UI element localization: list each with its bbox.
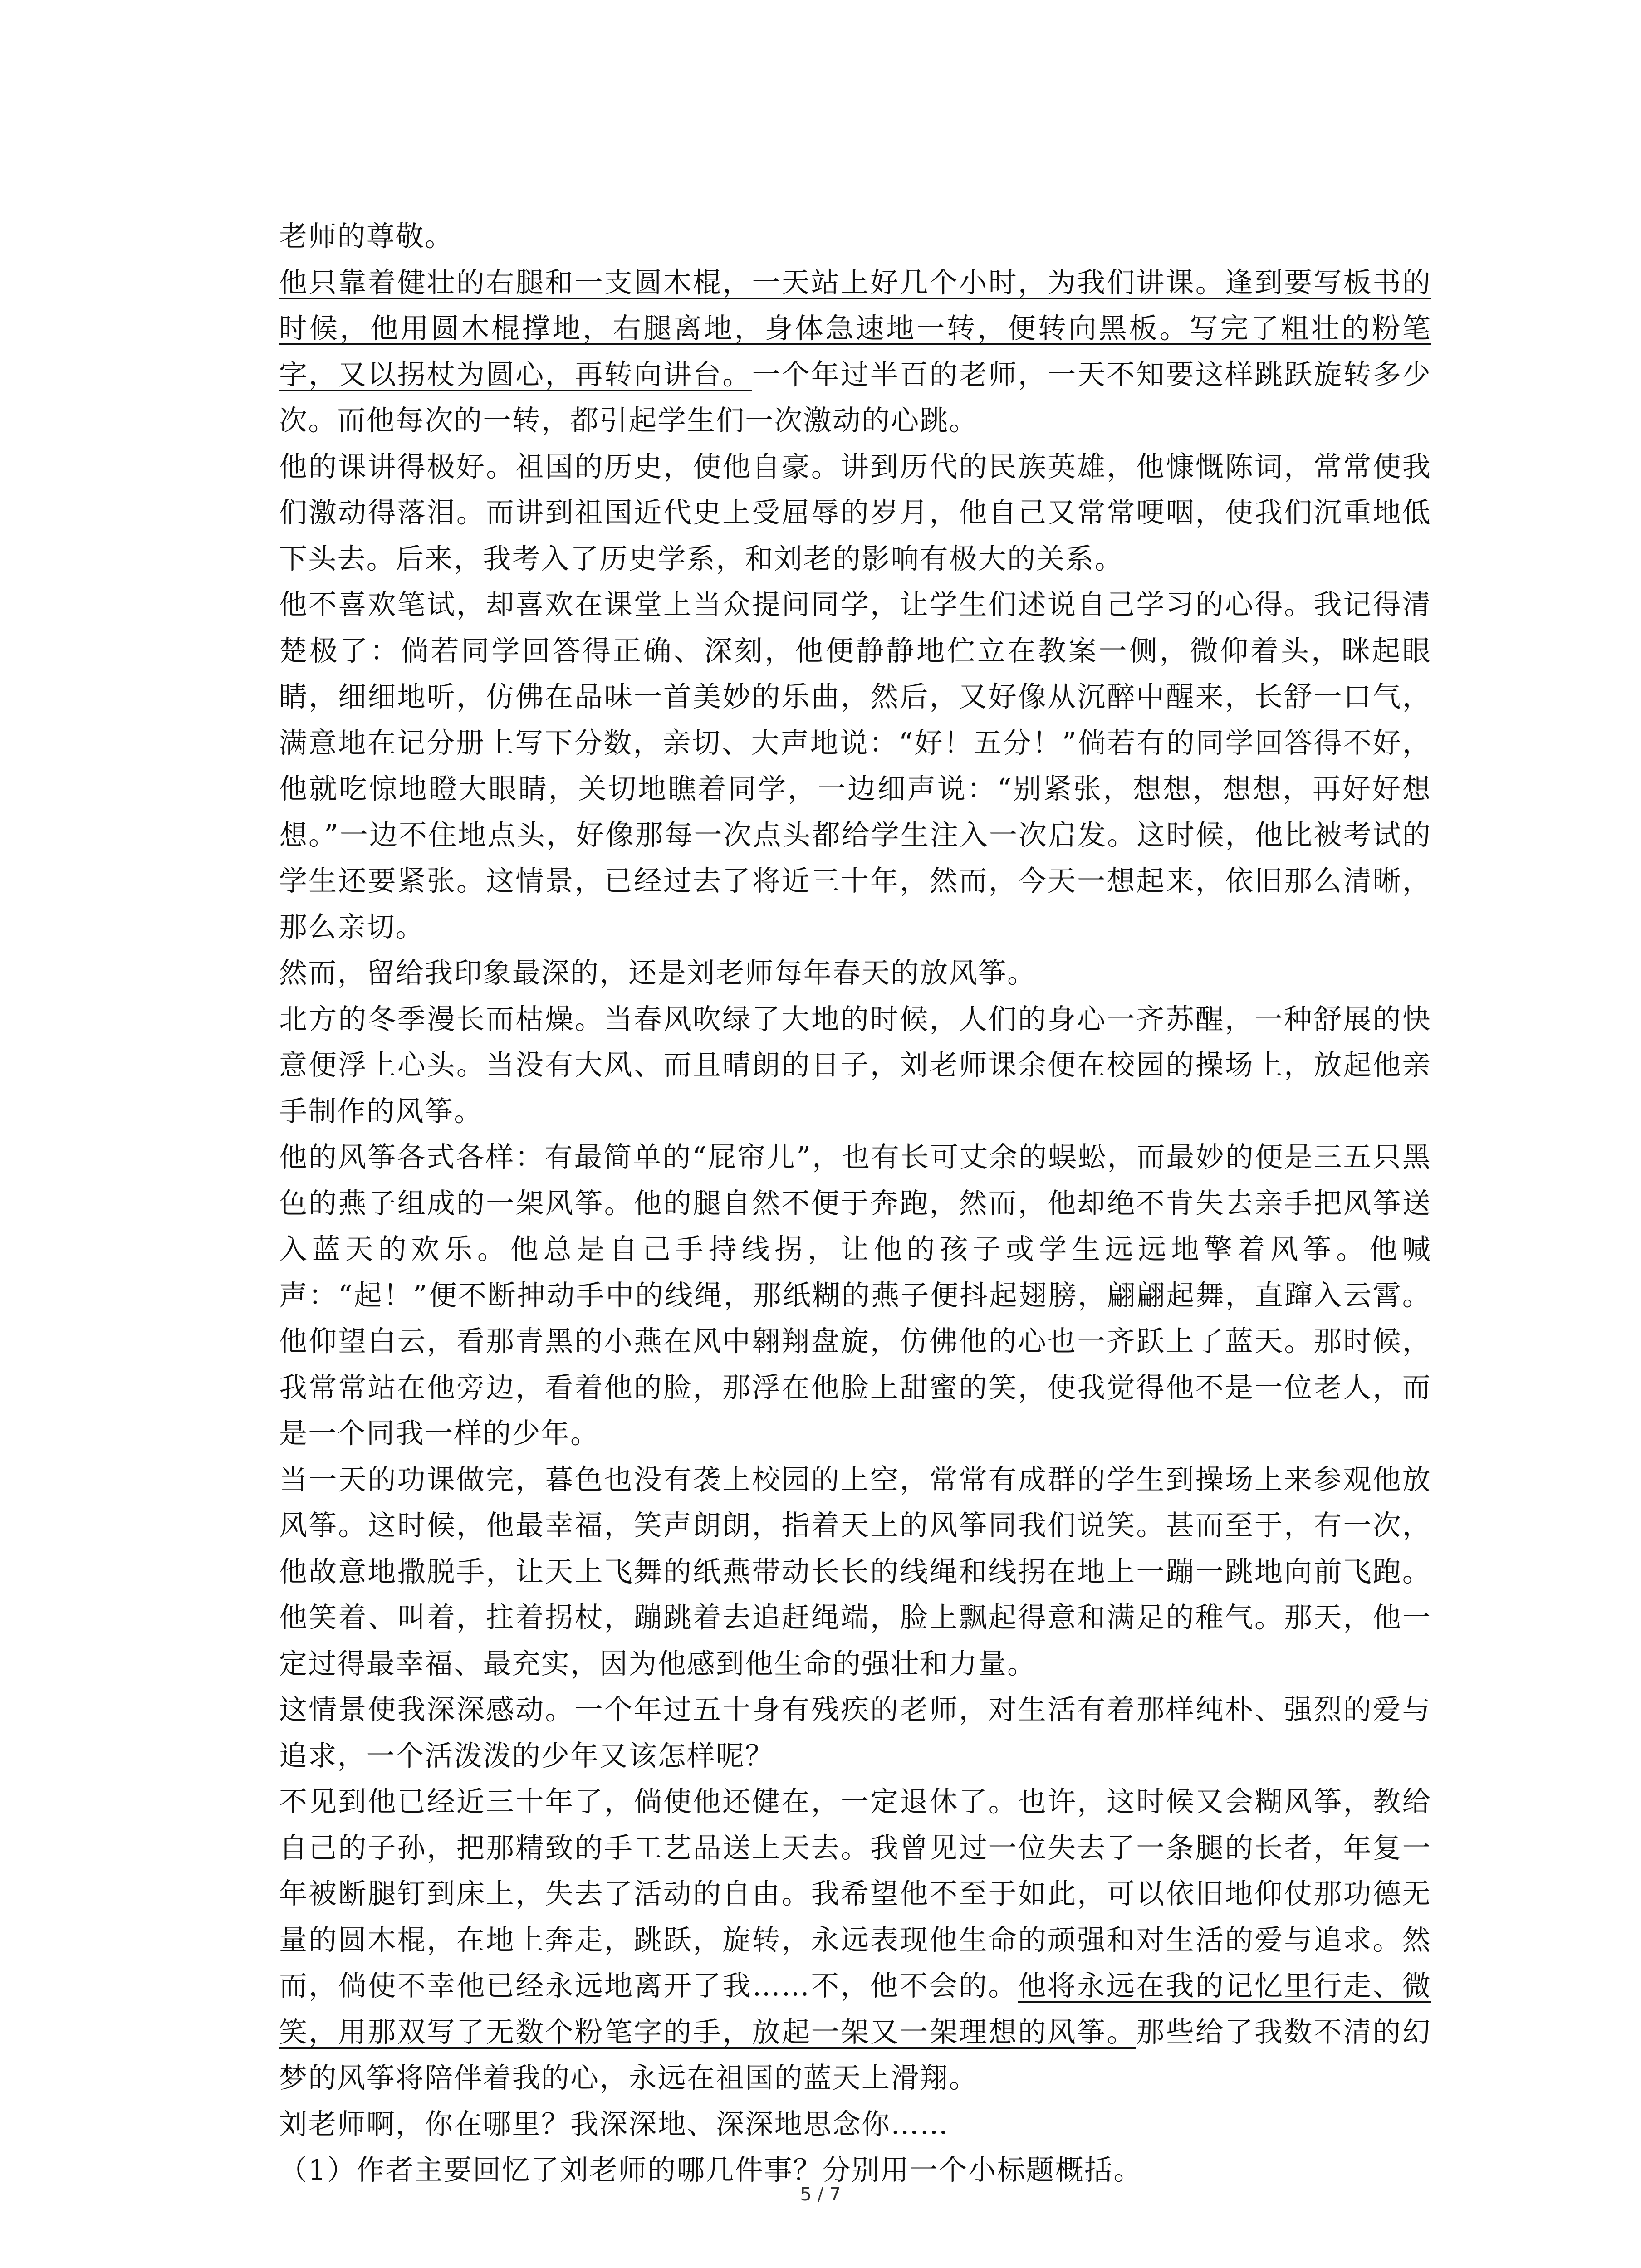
paragraph-text: 然而，留给我印象最深的，还是刘老师每年春天的放风筝。 [279,956,1037,989]
paragraph [279,996,1431,1134]
paragraph-text: 他的课讲得极好。祖国的历史，使他自豪。讲到历代的民族英雄，他慷慨陈词，常常使我们激动得落泪。而讲到祖国近代史上受屈辱的岁月，他自己又常常哽咽，使我们沉重地低下头去。后来，我考入了历史学系，和刘老的影响有极大的关系。 [279,450,1431,575]
paragraph-text: 当一天的功课做完，暮色也没有袭上校园的上空，常常有成群的学生到操场上来参观他放风筝。这时候，他最幸福，笑声朗朗，指着天上的风筝同我们说笑。甚而至于，有一次，他故意地撒脱手，让天上飞舞的纸燕带动长长的线绳和线拐在地上一蹦一跳地向前飞跑。他笑着、叫着，拄着拐杖，蹦跳着去追赶绳端，脸上飘起得意和满足的稚气。那天，他一定过得最幸福、最充实，因为他感到他生命的强壮和力量。 [279,1462,1431,1680]
paragraph [279,582,1431,950]
underlined-text: 他只靠着健壮的右腿和一支圆木棍，一天站上好几个小时，为我们讲课。逢到要写板书的时候，他用圆木棍撑地，右腿离地，身体急速地一转，便转向黑板。写完了粗壮的粉笔字，又以拐杖为圆心，再转向讲台。 [279,265,1431,391]
paragraph [279,1134,1431,1457]
underlined-text: 他将永远在我的记忆里行走、微笑，用那双写了无数个粉笔字的手，放起一架又一架理想的风筝。 [279,1969,1431,2048]
paragraph-text: 那些给了我数不清的幻梦的风筝将陪伴着我的心，永远在祖国的蓝天上滑翔。 [279,2015,1431,2094]
paragraph-text: 他的风筝各式各样：有最简单的“屁帘儿”，也有长可丈余的蜈蚣，而最妙的便是三五只黑色的燕子组成的一架风筝。他的腿自然不便于奔跑，然而，他却绝不肯失去亲手把风筝送入蓝天的欢乐。他总是自己手持线拐，让他的孩子或学生远远地擎着风筝。他喊声：“起！”便不断抻动手中的线绳，那纸糊的燕子便抖起翅膀，翩翩起舞，直蹿入云霄。他仰望白云，看那青黑的小燕在风中翱翔盘旋，仿佛他的心也一齐跃上了蓝天。那时候，我常常站在他旁边，看着他的脸，那浮在他脸上甜蜜的笑，使我觉得他不是一位老人，而是一个同我一样的少年。 [279,1140,1431,1450]
paragraph [279,1779,1431,2101]
paragraph [279,2101,1431,2147]
paragraph [279,950,1431,996]
paragraph-text: 他不喜欢笔试，却喜欢在课堂上当众提问同学，让学生们述说自己学习的心得。我记得清楚极了：倘若同学回答得正确、深刻，他便静静地伫立在教案一侧，微仰着头，眯起眼睛，细细地听，仿佛在品味一首美妙的乐曲，然后，又好像从沉醉中醒来，长舒一口气，满意地在记分册上写下分数，亲切、大声地说：“好！五分！”倘若有的同学回答得不好，他就吃惊地瞪大眼睛，关切地瞧着同学，一边细声说：“别紧张，想想，想想，再好好想想。”一边不住地点头，好像那每一次点头都给学生注入一次启发。这时候，他比被考试的学生还要紧张。这情景，已经过去了将近三十年，然而，今天一想起来，依旧那么清晰，那么亲切。 [279,588,1431,943]
paragraph-text: 老师的尊敬。 [279,220,454,253]
paragraph [279,1686,1431,1779]
paragraph-text: （1）作者主要回忆了刘老师的哪几件事？分别用一个小标题概括。 [279,2153,1143,2186]
paragraph [279,213,1431,259]
paragraph-text: 这情景使我深深感动。一个年过五十身有残疾的老师，对生活有着那样纯朴、强烈的爱与追求，一个活泼泼的少年又该怎样呢？ [279,1693,1431,1772]
paragraph-text: 一个年过半百的老师，一天不知要这样跳跃旋转多少次。而他每次的一转，都引起学生们一次激动的心跳。 [279,357,1431,437]
paragraph [279,1457,1431,1687]
paragraph-text: 不见到他已经近三十年了，倘使他还健在，一定退休了。也许，这时候又会糊风筝，教给自己的子孙，把那精致的手工艺品送上天去。我曾见过一位失去了一条腿的长者，年复一年被断腿钉到床上，失去了活动的自由。我希望他不至于如此，可以依旧地仰仗那功德无量的圆木棍，在地上奔走，跳跃，旋转，永远表现他生命的顽强和对生活的爱与追求。然而，倘使不幸他已经永远地离开了我……不，他不会的。 [279,1785,1431,2002]
page-number: 5 / 7 [800,2184,841,2205]
paragraph [279,444,1431,582]
paragraph-text: 刘老师啊，你在哪里？我深深地、深深地思念你…… [279,2107,949,2141]
document-body [279,213,1431,2193]
paragraph-text: 北方的冬季漫长而枯燥。当春风吹绿了大地的时候，人们的身心一齐苏醒，一种舒展的快意便浮上心头。当没有大风、而且晴朗的日子，刘老师课余便在校园的操场上，放起他亲手制作的风筝。 [279,1002,1431,1128]
paragraph [279,259,1431,444]
